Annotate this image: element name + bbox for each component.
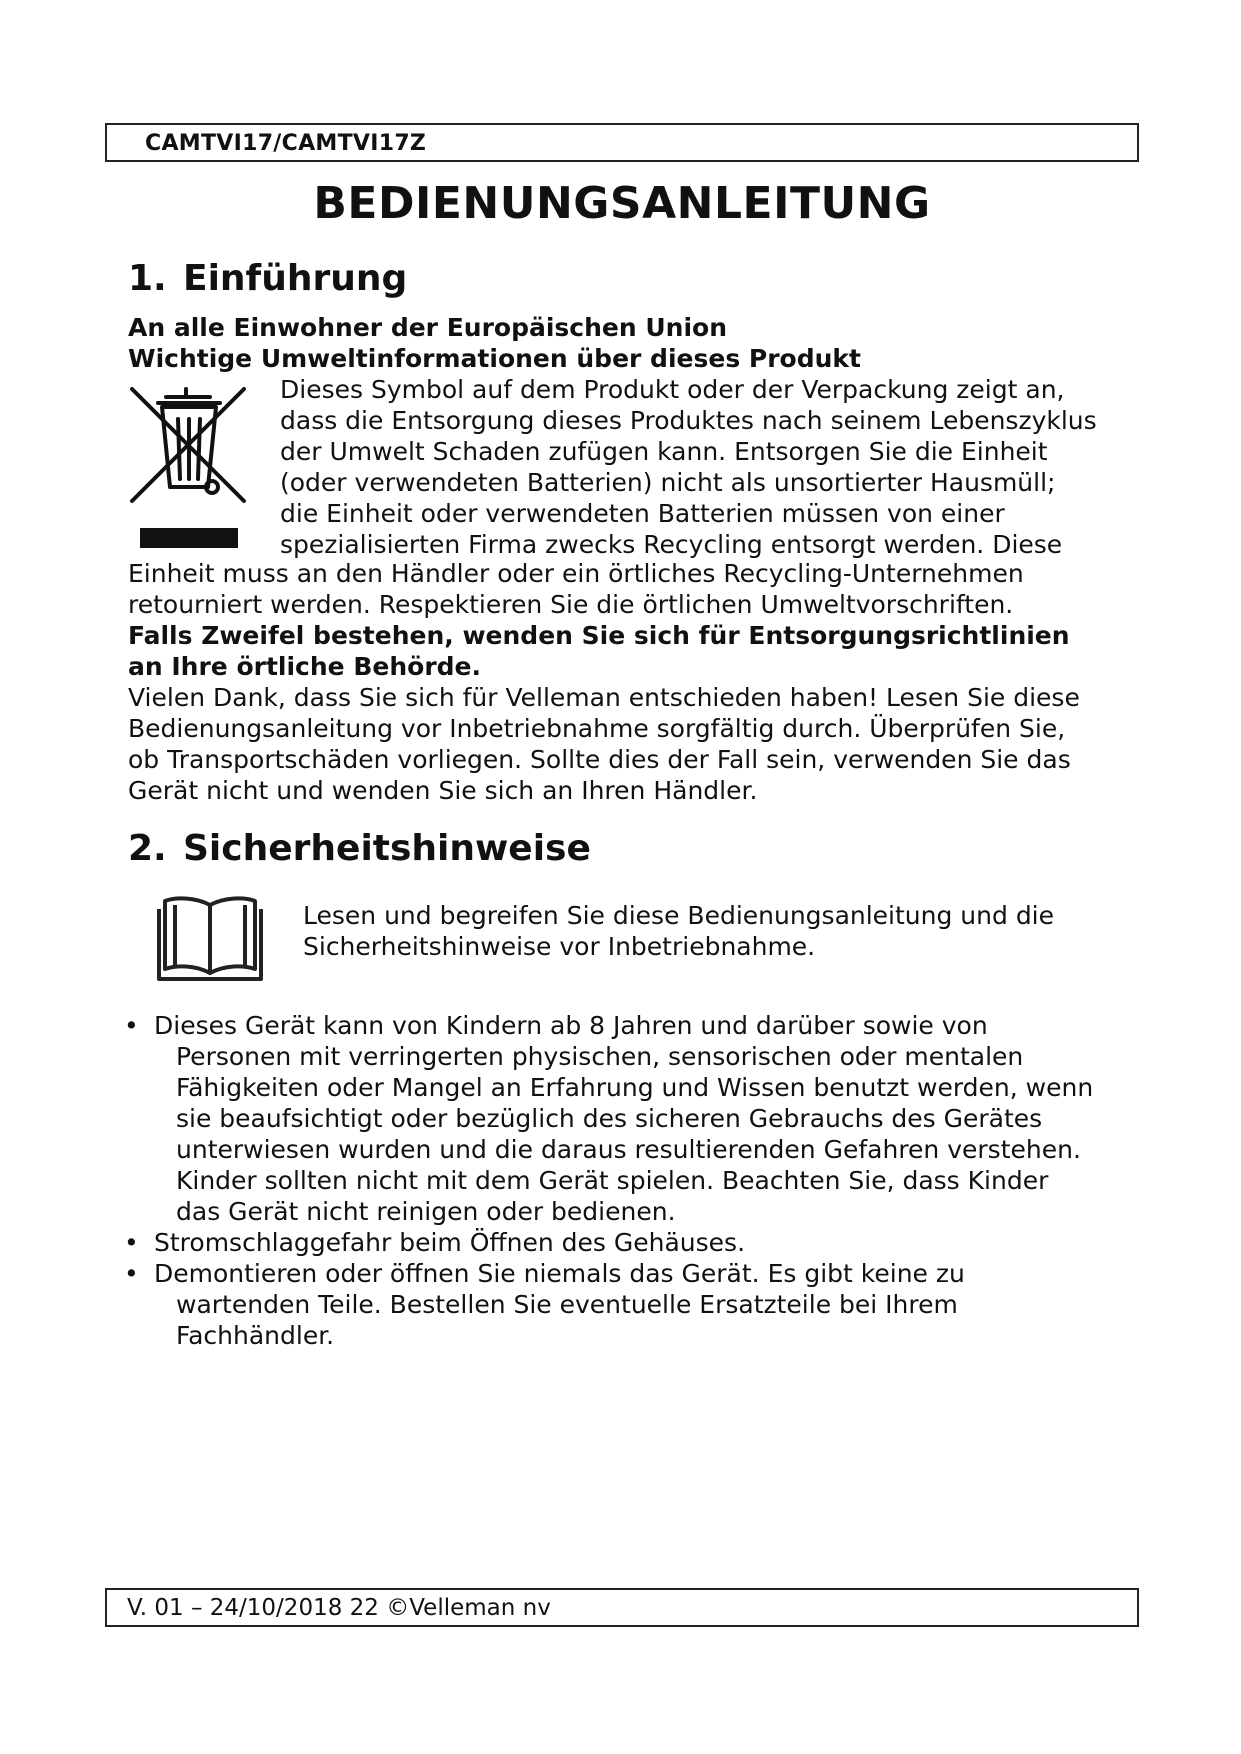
thanks-line-3: ob Transportschäden vorliegen. Sollte dies der Fall sein, verwenden Sie das [128, 745, 1071, 774]
header-box [105, 123, 1139, 162]
list-item [124, 1227, 1154, 1258]
weee-text-line-3: der Umwelt Schaden zufügen kann. Entsorgen Sie die Einheit [280, 437, 1048, 466]
bullet-text-continuation: Personen mit verringerten physischen, sensorischen oder mentalen Fähigkeiten oder Mangel an Erfahrung und Wissen benutzt werden, wenn sie beaufsichtigt oder bezüglich des sicheren Gebrauchs des Gerätes unterwiesen wurden und die daraus resultierenden Gefahren verstehen. Kinder sollten nicht mit dem Gerät spielen. Beachten Sie, dass Kinder das Gerät nicht reinigen oder bedienen. [176, 1042, 1094, 1226]
section-1-title: Einführung [183, 258, 408, 299]
section-2-title: Sicherheitshinweise [183, 828, 591, 869]
section-2-number: 2. [128, 828, 167, 869]
weee-text-line-4: (oder verwendeten Batterien) nicht als unsortierter Hausmüll; [280, 468, 1056, 497]
section-1-heading [128, 258, 407, 299]
section-2-heading [128, 828, 591, 869]
bullet-glyph: • [124, 1011, 139, 1040]
weee-text-line-6: spezialisierten Firma zwecks Recycling entsorgt werden. Diese [280, 530, 1063, 559]
safety-intro-line-1: Lesen und begreifen Sie diese Bedienungsanleitung und die [303, 901, 1055, 930]
bullet-text-first-line: Dieses Gerät kann von Kindern ab 8 Jahren und darüber sowie von [154, 1011, 988, 1040]
section-1-number: 1. [128, 258, 167, 299]
weee-text-line-8: retourniert werden. Respektieren Sie die örtlichen Umweltvorschriften. [128, 590, 1014, 619]
footer-version: V. 01 – 24/10/2018 22 ©Velleman nv [127, 1595, 551, 1621]
doubt-notice-line-2: an Ihre örtliche Behörde. [128, 652, 481, 681]
list-item [124, 1258, 1154, 1351]
bullet-glyph: • [124, 1228, 139, 1257]
thanks-line-4: Gerät nicht und wenden Sie sich an Ihren Händler. [128, 776, 758, 805]
weee-text-line-1: Dieses Symbol auf dem Produkt oder der Verpackung zeigt an, [280, 375, 1065, 404]
safety-intro-line-2: Sicherheitshinweise vor Inbetriebnahme. [303, 932, 816, 961]
weee-bin-icon [128, 383, 250, 555]
environment-info-heading: Wichtige Umweltinformationen über dieses Produkt [128, 344, 861, 373]
thanks-line-2: Bedienungsanleitung vor Inbetriebnahme sorgfältig durch. Überprüfen Sie, [128, 714, 1066, 743]
weee-text-line-5: die Einheit oder verwendeten Batterien müssen von einer [280, 499, 1005, 528]
safety-bullet-list [124, 1010, 1154, 1351]
bullet-text-continuation: wartenden Teile. Bestellen Sie eventuelle Ersatzteile bei Ihrem Fachhändler. [176, 1290, 958, 1350]
model-number: CAMTVI17/CAMTVI17Z [145, 131, 427, 156]
bullet-text-first-line: Demontieren oder öffnen Sie niemals das Gerät. Es gibt keine zu [154, 1259, 965, 1288]
document-title: BEDIENUNGSANLEITUNG [313, 178, 931, 229]
eu-residents-heading: An alle Einwohner der Europäischen Union [128, 313, 728, 342]
weee-text-line-2: dass die Entsorgung dieses Produktes nach seinem Lebenszyklus [280, 406, 1097, 435]
doubt-notice-line-1: Falls Zweifel bestehen, wenden Sie sich für Entsorgungsrichtlinien [128, 621, 1070, 650]
weee-text-line-7: Einheit muss an den Händler oder ein örtliches Recycling-Unternehmen [128, 559, 1024, 588]
open-book-icon [155, 893, 265, 981]
list-item [124, 1010, 1154, 1227]
thanks-line-1: Vielen Dank, dass Sie sich für Velleman entschieden haben! Lesen Sie diese [128, 683, 1080, 712]
bullet-glyph: • [124, 1259, 139, 1288]
bullet-text-first-line: Stromschlaggefahr beim Öffnen des Gehäuses. [154, 1228, 746, 1257]
footer-box [105, 1588, 1139, 1627]
